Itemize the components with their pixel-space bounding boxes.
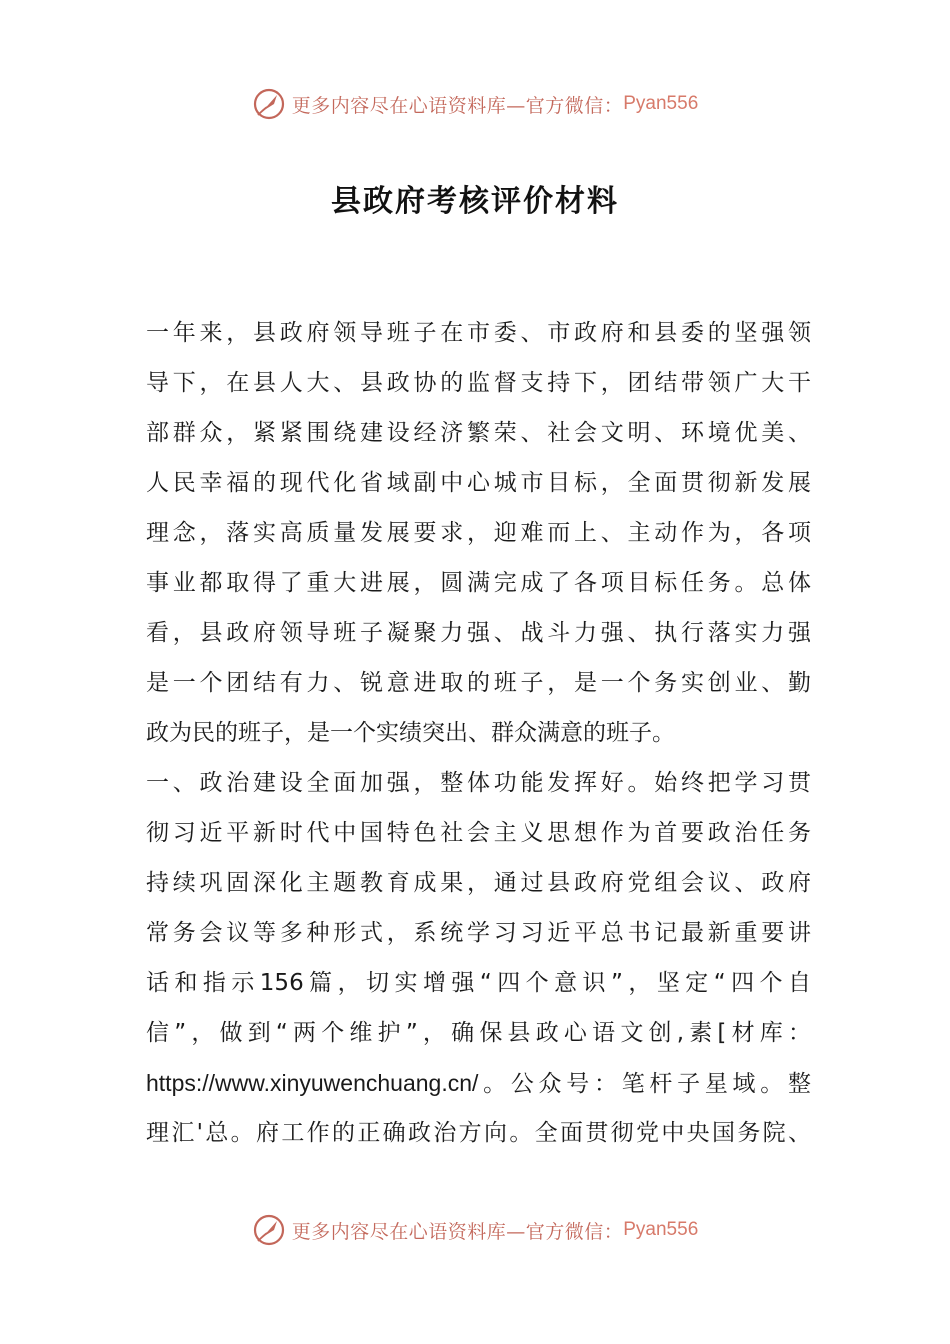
body-line: 人民幸福的现代化省域副中心城市目标，全面贯彻新发展 <box>146 470 811 496</box>
document-body <box>146 308 811 1158</box>
body-line: 事业都取得了重大进展，圆满完成了各项目标任务。总体 <box>146 570 811 596</box>
wechat-id: Pyan556 <box>623 93 699 114</box>
wechat-id: Pyan556 <box>623 1219 699 1240</box>
body-line: 是一个团结有力、锐意进取的班子，是一个务实创业、勤 <box>146 670 811 696</box>
body-line: 导下，在县人大、县政协的监督支持下，团结带领广大干 <box>146 370 811 396</box>
body-line: 信”，做到“两个维护”，确保县政心语文创,素[材库： <box>146 1020 811 1046</box>
watermark-banner-bottom <box>0 1210 950 1250</box>
body-line: 话和指示156篇，切实增强“四个意识”，坚定“四个自 <box>146 970 811 996</box>
body-line: 看，县政府领导班子凝聚力强、战斗力强、执行落实力强 <box>146 620 811 646</box>
quill-logo-icon <box>252 87 286 121</box>
document-title: 县政府考核评价材料 <box>331 184 619 219</box>
body-line: 常务会议等多种形式，系统学习习近平总书记最新重要讲 <box>146 920 811 946</box>
watermark-banner-top <box>0 84 950 124</box>
body-line: 一年来，县政府领导班子在市委、市政府和县委的坚强领 <box>146 320 811 346</box>
body-line: 政为民的班子，是一个实绩突出、群众满意的班子。 <box>146 720 675 746</box>
quill-logo-icon <box>252 1213 286 1247</box>
body-line: 彻习近平新时代中国特色社会主义思想作为首要政治任务 <box>146 820 811 846</box>
watermark-text: 更多内容尽在心语资料库—官方微信： <box>291 94 624 117</box>
body-line: 理汇'总。府工作的正确政治方向。全面贯彻党中央国务院、 <box>146 1120 811 1146</box>
body-line: 部群众，紧紧围绕建设经济繁荣、社会文明、环境优美、 <box>146 420 811 446</box>
body-line-url: https://www.xinyuwenchuang.cn/。公众号：笔杆子星域。整 <box>146 1070 811 1096</box>
body-line: 持续巩固深化主题教育成果，通过县政府党组会议、政府 <box>146 870 811 896</box>
body-line: 一、政治建设全面加强，整体功能发挥好。始终把学习贯 <box>146 770 811 796</box>
body-line: 理念，落实高质量发展要求，迎难而上、主动作为，各项 <box>146 520 811 546</box>
watermark-text: 更多内容尽在心语资料库—官方微信： <box>291 1220 624 1243</box>
